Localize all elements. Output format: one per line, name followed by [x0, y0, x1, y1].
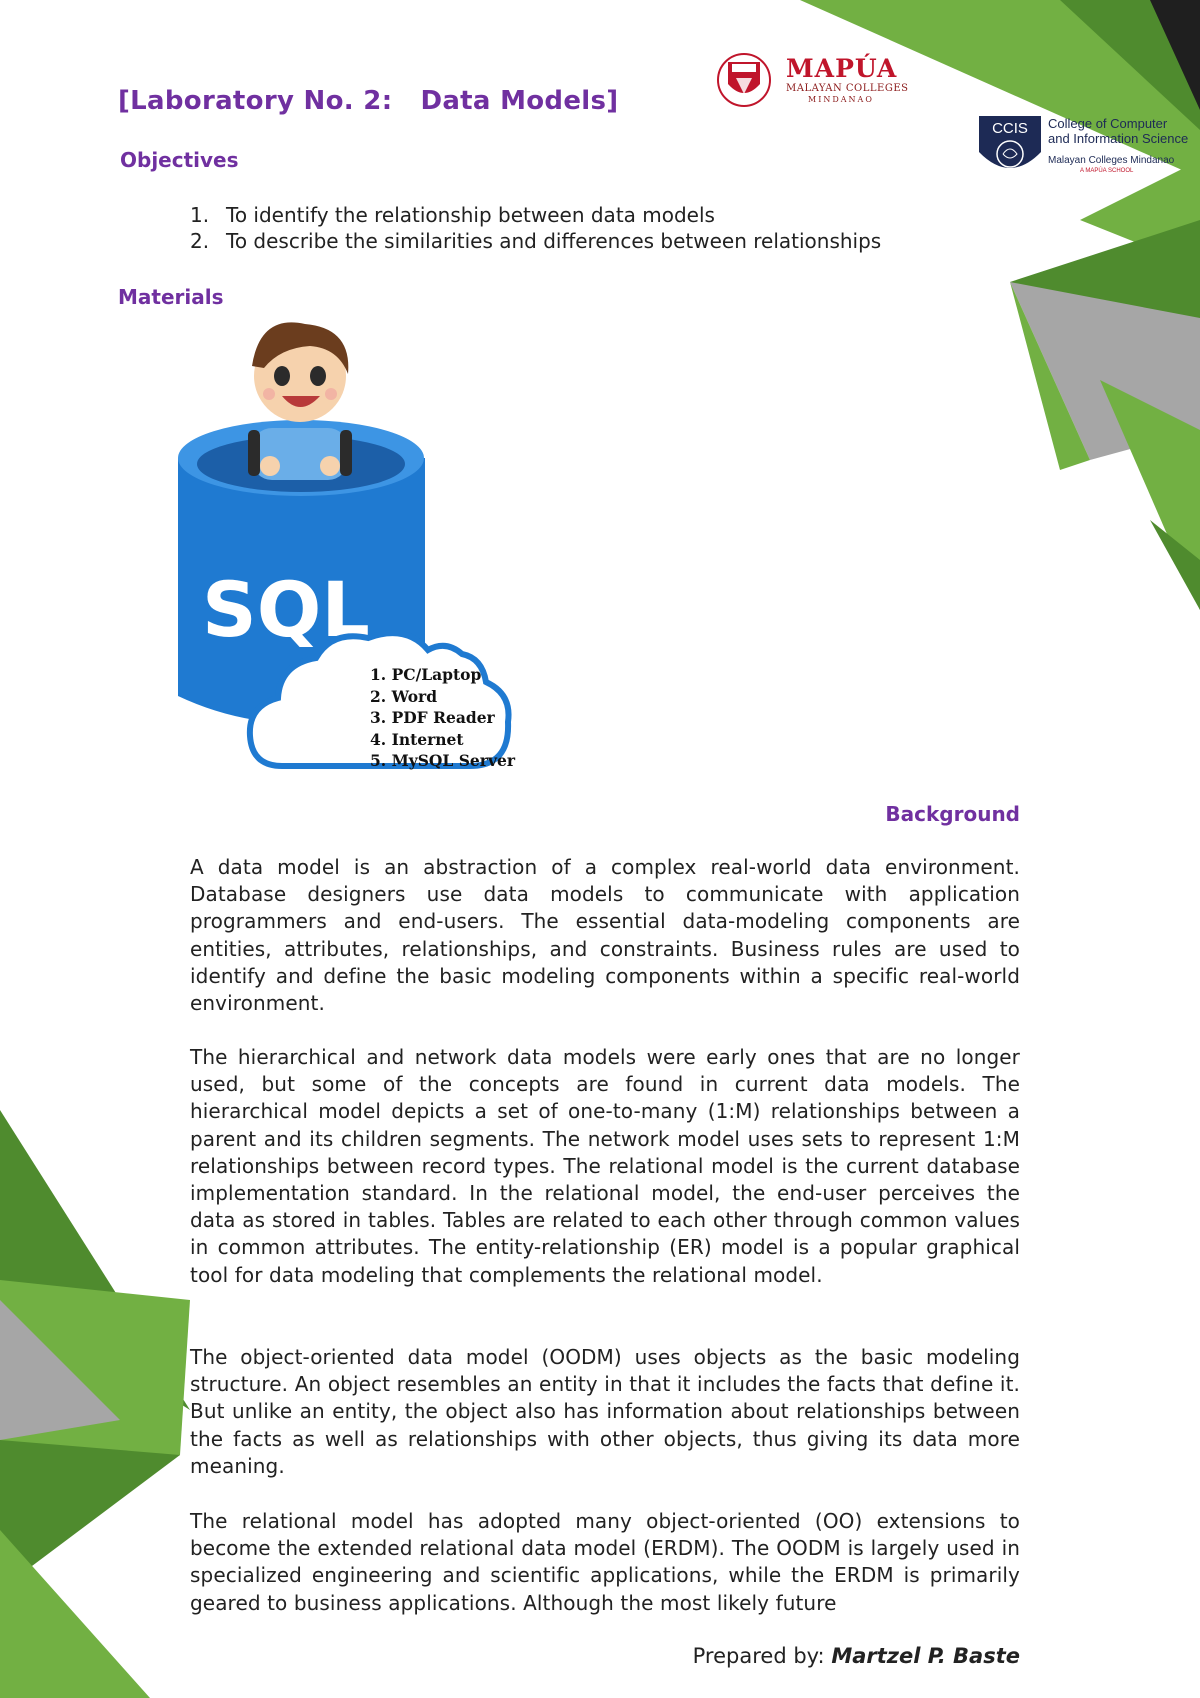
author-name: Martzel P. Baste — [831, 1644, 1020, 1668]
list-item: 3. PDF Reader — [370, 708, 495, 727]
background-paragraph: A data model is an abstraction of a complex real-world data environment. Database designers use data models to communicate with application programmers and end-users. The essential data-modeling components are entities, attributes, relationships, and constraints. Business rules are used to identify and define the basic modeling components within a specific real-world environment. — [190, 855, 1020, 1016]
mapua-subtitle-2: MINDANAO — [808, 95, 874, 104]
list-item — [190, 228, 881, 254]
list-item: 4. Internet — [370, 729, 464, 749]
background-heading: Background — [885, 802, 1020, 826]
list-item-number: 2. — [190, 229, 210, 253]
ccis-school-name: Malayan Colleges Mindanao — [1048, 155, 1175, 166]
objectives-heading: Objectives — [120, 148, 239, 172]
objectives-list — [190, 202, 881, 254]
list-item-text: To describe the similarities and differences between relationships — [226, 229, 882, 253]
mapua-subtitle: MALAYAN COLLEGES — [786, 83, 909, 94]
page-title: [Laboratory No. 2: Data Models] — [118, 86, 619, 116]
list-item: 1. PC/Laptop — [370, 665, 482, 684]
background-paragraph: The hierarchical and network data models were early ones that are no longer used, but some of the concepts are found in current data models. The hierarchical model depicts a set of one-to-many (1:M) relationships between a parent and its children segments. The network model uses sets to represent 1:M relationships between record types. The relational model is the current database implementation standard. In the relational model, the end-user perceives the data as stored in tables. Tables are related to each other through common values in common attributes. The entity-relationship (ER) model is a popular graphical tool for data modeling that complements the relational model. — [190, 1045, 1020, 1287]
background-paragraph: The object-oriented data model (OODM) uses objects as the basic modeling structure. An object resembles an entity in that it includes the facts that define it. But unlike an entity, the object also has information about relationships between the facts as well as relationships with other objects, thus giving its data more meaning. — [190, 1345, 1020, 1478]
list-item: 2. Word — [370, 686, 438, 706]
sql-label: SQL — [202, 565, 370, 654]
list-item — [190, 202, 881, 228]
mapua-name: MAPÚA — [786, 54, 898, 83]
ccis-badge-text: CCIS — [992, 120, 1028, 137]
ccis-tagline: A MAPÚA SCHOOL — [1080, 168, 1134, 174]
ccis-shield-icon — [975, 112, 1045, 184]
materials-list — [370, 664, 515, 772]
background-paragraph: The relational model has adopted many object-oriented (OO) extensions to become the extended relational data model (ERDM). The OODM is largely used in specialized engineering and scientific applications, while the ERDM is primarily geared to business applications. Although the most likely future — [190, 1509, 1020, 1615]
list-item-text: To identify the relationship between data models — [226, 203, 715, 227]
list-item: 5. MySQL Server — [370, 751, 515, 770]
materials-heading: Materials — [118, 285, 224, 309]
prepared-by-label: Prepared by: — [692, 1644, 825, 1668]
ccis-college-name-1: College of Computer — [1048, 116, 1168, 131]
prepared-by — [693, 1644, 1020, 1668]
ccis-college-name-2: and Information Science — [1048, 131, 1189, 146]
list-item-number: 1. — [190, 203, 210, 227]
